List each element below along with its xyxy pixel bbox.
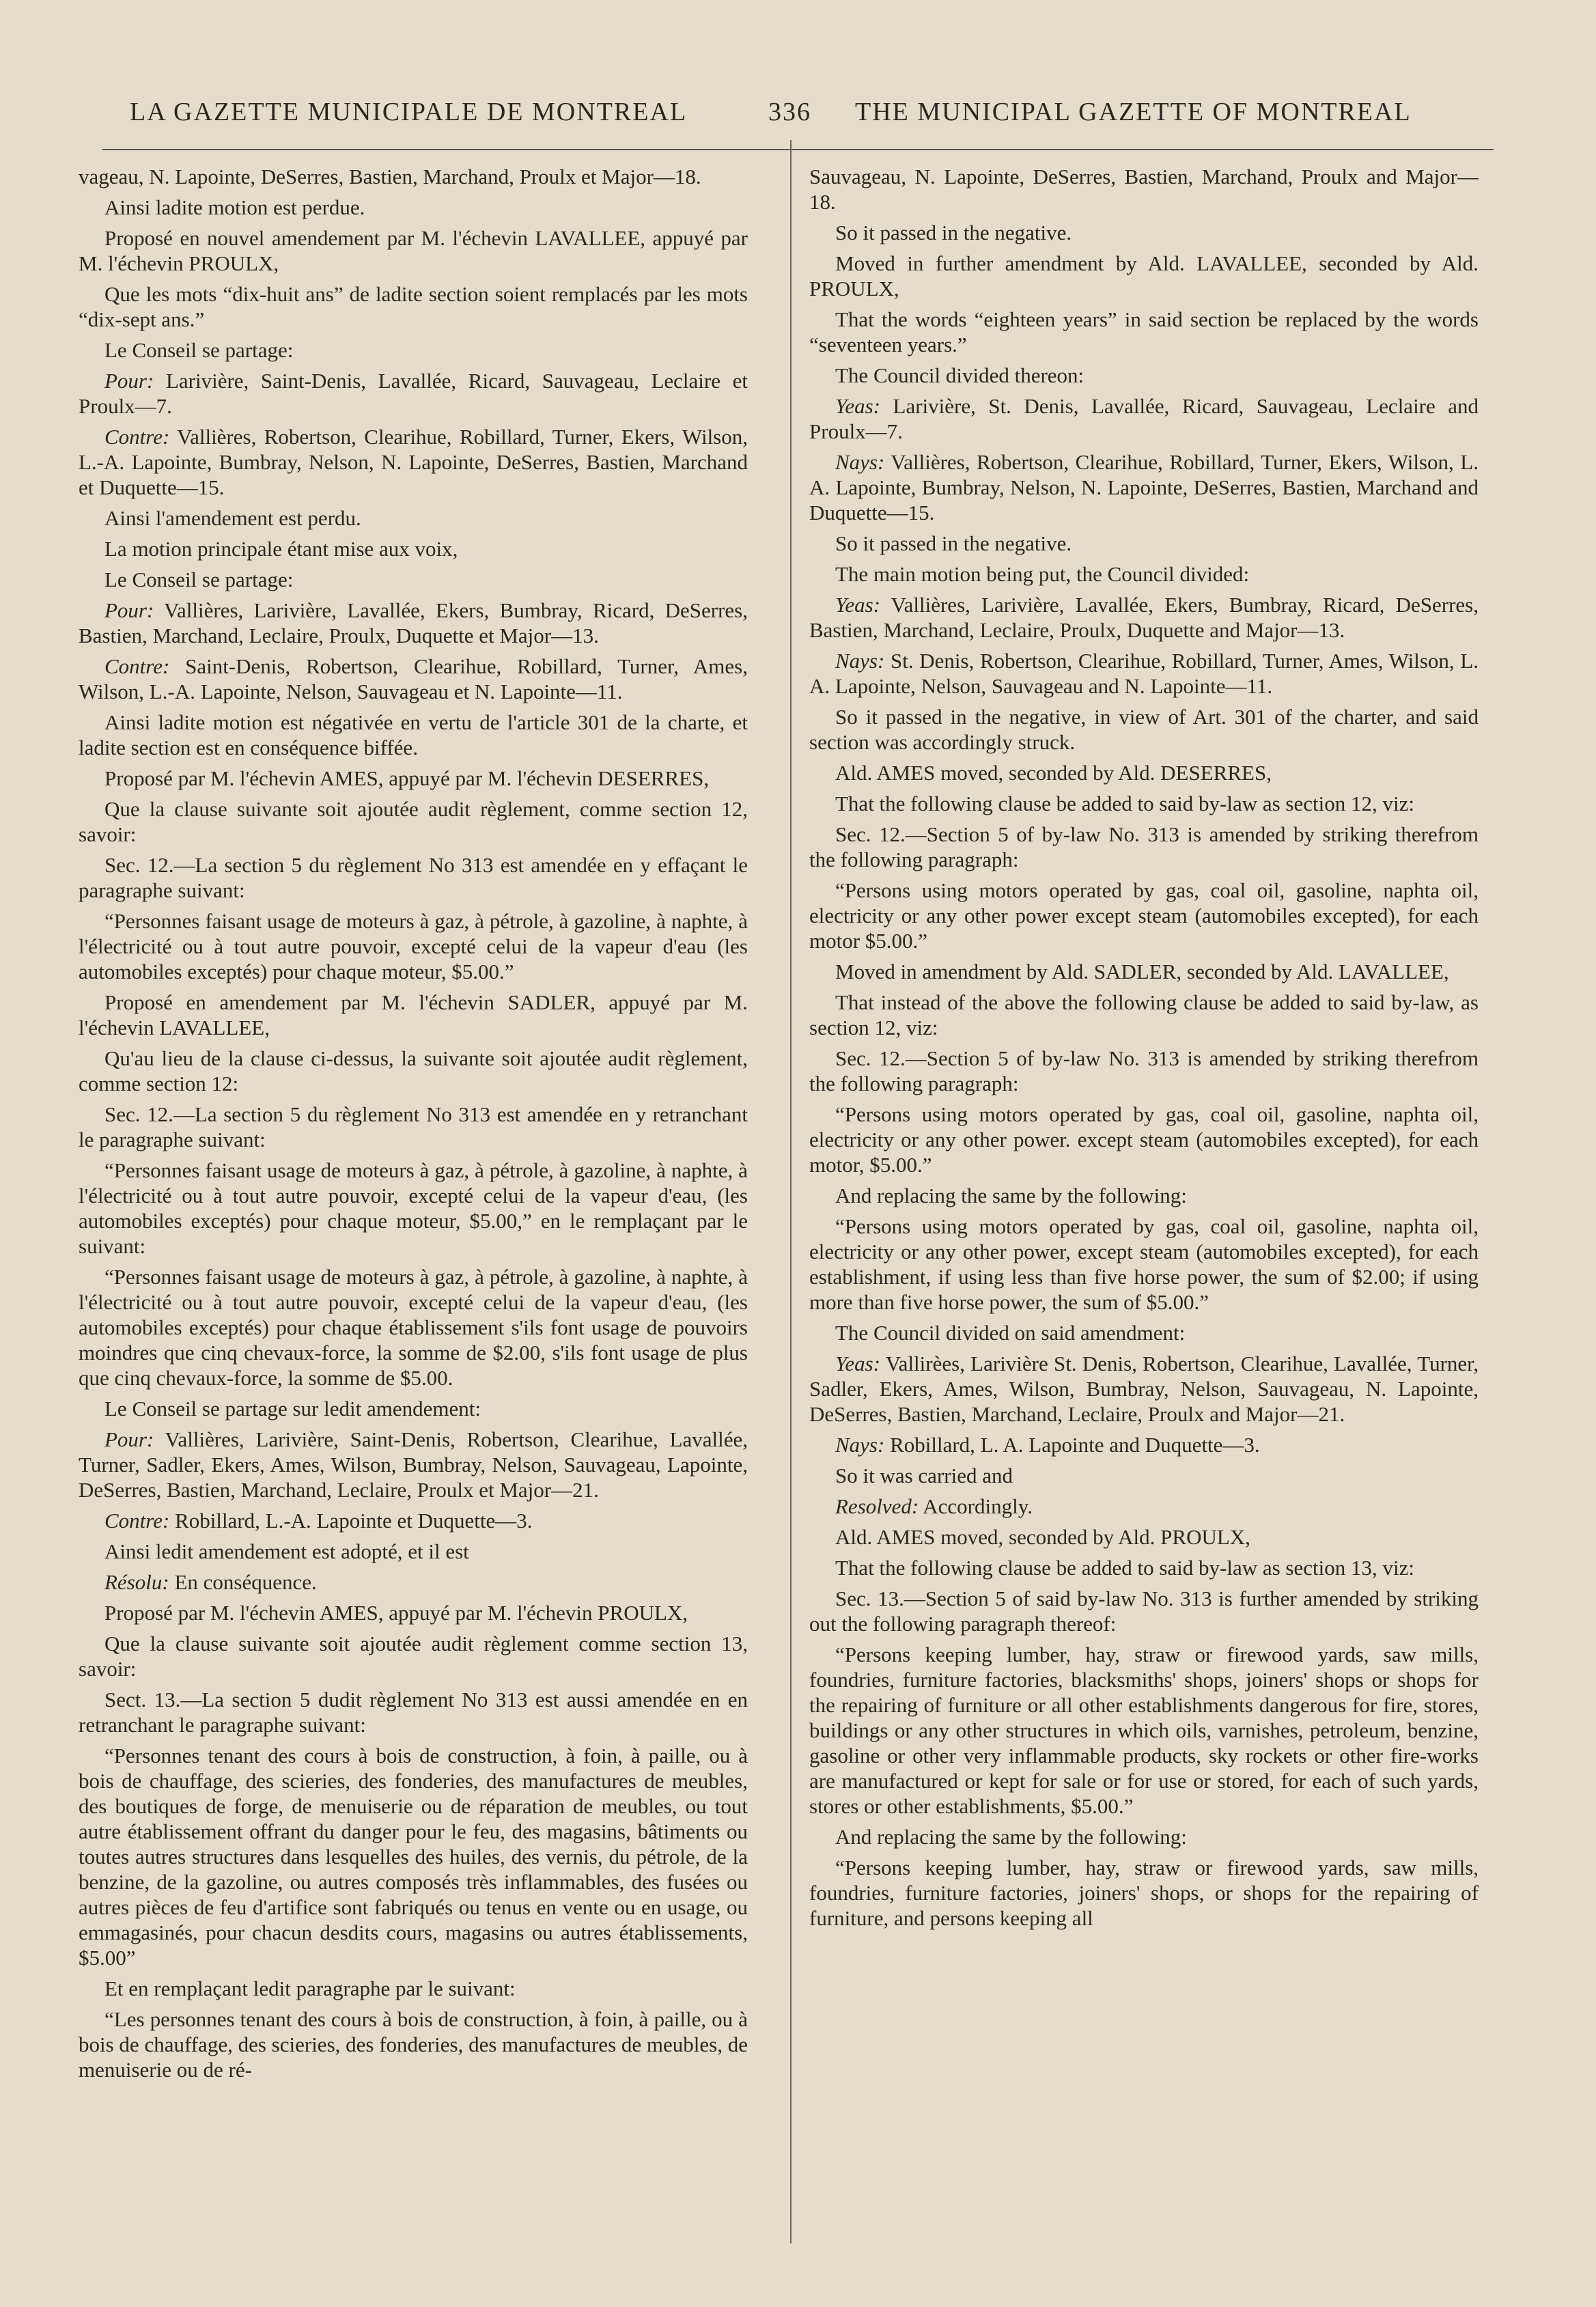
french-column (79, 164, 748, 2088)
paragraph-text: “Persons using motors operated by gas, coal oil, gasoline, naphta oil, electricity or any other power except steam (automobiles excepted), for each motor $5.00.” (809, 878, 1479, 953)
vote-label: Nays: (835, 649, 885, 673)
paragraph-text: That the words “eighteen years” in said section be replaced by the words “seventeen years.” (809, 307, 1479, 356)
paragraph (79, 1539, 748, 1564)
paragraph (809, 878, 1479, 953)
paragraph (79, 1102, 748, 1152)
paragraph (79, 1508, 748, 1533)
paragraph-text: Robillard, L.-A. Lapointe et Duquette—3. (169, 1509, 533, 1533)
paragraph-text: “Persons keeping lumber, hay, straw or firewood yards, saw mills, foundries, furniture factories, joiners' shops, or shops for the repairing of furniture, and persons keeping all (809, 1856, 1479, 1930)
paragraph-text: La motion principale étant mise aux voix, (104, 537, 458, 561)
paragraph-text: Le Conseil se partage: (104, 568, 294, 591)
paragraph-text: Le Conseil se partage: (104, 338, 294, 362)
paragraph-text: Ainsi ladite motion est négativée en vertu de l'article 301 de la charte, et ladite section est en conséquence biffée. (79, 710, 748, 759)
vote-label: Contre: (104, 654, 170, 678)
paragraph-text: Proposé en amendement par M. l'échevin SADLER, appuyé par M. l'échevin LAVALLEE, (79, 990, 748, 1039)
paragraph (79, 654, 748, 704)
paragraph-text: “Persons using motors operated by gas, coal oil, gasoline, naphta oil, electricity or any other power, except steam (automobiles excepted), for each establishment, if using less than five horse power, the sum of $2.00; if using more than five horse power, the sum of $5.00.” (809, 1214, 1479, 1314)
paragraph-text: Robillard, L. A. Lapointe and Duquette—3. (884, 1433, 1260, 1457)
paragraph-text: Sec. 12.—La section 5 du règlement No 313 est amendée en y effaçant le paragraphe suivant: (79, 853, 748, 902)
paragraph-text: Ainsi ladite motion est perdue. (104, 195, 365, 219)
paragraph (809, 1102, 1479, 1177)
paragraph (809, 592, 1479, 643)
paragraph-text: And replacing the same by the following: (835, 1825, 1187, 1849)
paragraph (809, 648, 1479, 699)
paragraph-text: Moved in amendment by Ald. SADLER, seconded by Ald. LAVALLEE, (835, 960, 1449, 983)
paragraph (79, 1427, 748, 1502)
vote-label: Pour: (104, 1427, 154, 1451)
paragraph-text: That the following clause be added to said by-law as section 13, viz: (835, 1556, 1414, 1580)
paragraph (79, 2007, 748, 2082)
paragraph-text: “Personnes faisant usage de moteurs à gaz, à pétrole, à gazoline, à naphte, à l'électricité ou à tout autre pouvoir, excepté celui de la vapeur d'eau, (les automobiles exceptés) pour chaque moteur, $5.00,” en le remplaçant par le suivant: (79, 1158, 748, 1258)
paragraph-text: Proposé par M. l'échevin AMES, appuyé par M. l'échevin DESERRES, (104, 766, 710, 790)
paragraph-text: “Les personnes tenant des cours à bois de construction, à foin, à paille, ou à bois de chauffage, des scieries, des fonderies, des manufactures de meubles, de menuiserie ou de ré- (79, 2007, 748, 2082)
paragraph (79, 195, 748, 220)
vote-label: Yeas: (835, 394, 881, 418)
paragraph-text: Vallières, Larivière, Saint-Denis, Robertson, Clearihue, Lavallée, Turner, Sadler, Ekers, Ames, Wilson, Bumbray, Nelson, Sauvageau, Lapointe, DeSerres, Bastien, Marchand, Leclaire, Proulx et Major—21. (79, 1427, 748, 1502)
paragraph-text: Sauvageau, N. Lapointe, DeSerres, Bastien, Marchand, Proulx and Major—18. (809, 165, 1479, 214)
paragraph (79, 990, 748, 1040)
paragraph-text: Sec. 12.—La section 5 du règlement No 313 est amendée en y retranchant le paragraphe suivant: (79, 1102, 748, 1151)
paragraph-text: Que la clause suivante soit ajoutée audit règlement, comme section 12, savoir: (79, 797, 748, 846)
paragraph (809, 990, 1479, 1040)
paragraph (809, 393, 1479, 444)
paragraph-text: That the following clause be added to said by-law as section 12, viz: (835, 792, 1414, 815)
paragraph-text: Ald. AMES moved, seconded by Ald. DESERRES, (835, 761, 1272, 785)
paragraph-text: Qu'au lieu de la clause ci-dessus, la suivante soit ajoutée audit règlement, comme section 12: (79, 1046, 748, 1095)
paragraph (79, 710, 748, 760)
paragraph-text: The main motion being put, the Council divided: (835, 562, 1250, 586)
paragraph-text: “Personnes faisant usage de moteurs à gaz, à pétrole, à gazoline, à naphte, à l'électricité ou à tout autre pouvoir, excepté celui de la vapeur d'eau, (les automobiles exceptés) pour chaque établissement s'ils font usage de pouvoirs moindres que cinq chevaux-force, la somme de $2.00, s'ils font usage de plus que cinq chevaux-force, la somme de $5.00. (79, 1265, 748, 1390)
vote-label: Pour: (104, 598, 154, 622)
paragraph (79, 1600, 748, 1625)
english-column (809, 164, 1479, 1936)
paragraph (809, 760, 1479, 785)
paragraph (79, 1976, 748, 2001)
paragraph (79, 1569, 748, 1595)
paragraph (809, 1432, 1479, 1457)
paragraph-text: Vallières, Larivière, Lavallée, Ekers, Bumbray, Ricard, DeSerres, Bastien, Marchand, Leclaire, Proulx, Duquette et Major—13. (79, 598, 748, 647)
paragraph-text: Proposé par M. l'échevin AMES, appuyé par M. l'échevin PROULX, (104, 1601, 688, 1625)
paragraph-text: Moved in further amendment by Ald. LAVALLEE, seconded by Ald. PROULX, (809, 251, 1479, 300)
paragraph (79, 1396, 748, 1421)
paragraph-text: Saint-Denis, Robertson, Clearihue, Robillard, Turner, Ames, Wilson, L.-A. Lapointe, Nelson, Sauvageau et N. Lapointe—11. (79, 654, 748, 703)
paragraph-text: Proposé en nouvel amendement par M. l'échevin LAVALLEE, appuyé par M. l'échevin PROULX, (79, 226, 748, 275)
paragraph (809, 561, 1479, 587)
paragraph (79, 505, 748, 531)
header-english-title: THE MUNICIPAL GAZETTE OF MONTREAL (855, 98, 1412, 126)
paragraph (809, 1855, 1479, 1931)
vote-label: Pour: (104, 369, 154, 393)
vote-label: Contre: (104, 1509, 170, 1533)
paragraph (809, 1642, 1479, 1819)
paragraph (809, 1463, 1479, 1488)
paragraph (79, 1264, 748, 1390)
column-divider (790, 140, 792, 2243)
vote-label: Yeas: (835, 593, 881, 617)
paragraph (79, 225, 748, 276)
paragraph (79, 1046, 748, 1096)
paragraph (809, 449, 1479, 525)
paragraph-text: And replacing the same by the following: (835, 1184, 1187, 1207)
header-french-title: LA GAZETTE MUNICIPALE DE MONTREAL (130, 98, 688, 126)
paragraph (79, 368, 748, 419)
paragraph (809, 531, 1479, 556)
paragraph-text: That instead of the above the following clause be added to said by-law, as section 12, viz: (809, 990, 1479, 1039)
paragraph-text: Et en remplaçant ledit paragraphe par le suivant: (104, 1976, 516, 2000)
paragraph (809, 959, 1479, 984)
paragraph (809, 164, 1479, 214)
paragraph-text: So it passed in the negative, in view of Art. 301 of the charter, and said section was accordingly struck. (809, 705, 1479, 754)
paragraph (79, 424, 748, 500)
vote-label: Resolved: (835, 1494, 919, 1518)
paragraph (809, 1046, 1479, 1096)
paragraph-text: Vallières, Larivière, Lavallée, Ekers, Bumbray, Ricard, DeSerres, Bastien, Marchand, Leclaire, Proulx, Duquette and Major—13. (809, 593, 1479, 642)
paragraph (809, 1824, 1479, 1849)
paragraph (809, 307, 1479, 357)
paragraph-text: So it passed in the negative. (835, 221, 1072, 244)
paragraph (79, 1158, 748, 1259)
paragraph-text: Ainsi l'amendement est perdu. (104, 506, 361, 530)
paragraph-text: Sect. 13.—La section 5 dudit règlement No 313 est aussi amendée en en retranchant le paragraphe suivant: (79, 1688, 748, 1737)
paragraph-text: “Personnes faisant usage de moteurs à gaz, à pétrole, à gazoline, à naphte, à l'électricité ou à tout autre pouvoir, excepté celui de la vapeur d'eau (les automobiles exceptés) pour chaque moteur, $5.00.” (79, 909, 748, 983)
paragraph (79, 598, 748, 648)
paragraph-text: So it passed in the negative. (835, 531, 1072, 555)
paragraph-text: Sec. 12.—Section 5 of by-law No. 313 is amended by striking therefrom the following paragraph: (809, 822, 1479, 871)
paragraph (809, 1524, 1479, 1550)
paragraph (809, 1586, 1479, 1636)
paragraph-text: St. Denis, Robertson, Clearihue, Robillard, Turner, Ames, Wilson, L. A. Lapointe, Nelson, Sauvageau and N. Lapointe—11. (809, 649, 1479, 698)
vote-label: Nays: (835, 450, 885, 474)
paragraph-text: vageau, N. Lapointe, DeSerres, Bastien, Marchand, Proulx et Major—18. (79, 165, 701, 188)
paragraph-text: Sec. 13.—Section 5 of said by-law No. 313 is further amended by striking out the following paragraph thereof: (809, 1586, 1479, 1636)
paragraph-text: Que les mots “dix-huit ans” de ladite section soient remplacés par les mots “dix-sept ans.” (79, 282, 748, 331)
paragraph (809, 1555, 1479, 1580)
paragraph-text: Le Conseil se partage sur ledit amendement: (104, 1397, 481, 1421)
paragraph (809, 251, 1479, 301)
paragraph-text: Accordingly. (919, 1494, 1033, 1518)
paragraph (79, 337, 748, 363)
paragraph (809, 1320, 1479, 1345)
paragraph (809, 1351, 1479, 1427)
paragraph (79, 281, 748, 332)
page-header (102, 87, 1494, 142)
paragraph-text: “Personnes tenant des cours à bois de construction, à foin, à paille, ou à bois de chauffage, des scieries, des fonderies, des manufactures de meubles, des boutiques de forge, de menuiserie ou de réparation de meubles, ou tout autre établissement offrant du danger pour le feu, des magasins, bâtiments ou toutes autres structures dans lesquelles des huiles, des vernis, du pétrole, de la benzine, de la gazoline, ou autres composés très inflammables, des fusées ou autres pièces de feu d'artifice sont fabriqués ou tenus en vente ou en usage, ou emmagasinés, pour chacun desdits cours, magasins ou autres établissements, $5.00” (79, 1744, 748, 1970)
paragraph-text: Que la clause suivante soit ajoutée audit règlement comme section 13, savoir: (79, 1632, 748, 1681)
paragraph-text: Vallirèes, Larivière St. Denis, Robertson, Clearihue, Lavallée, Turner, Sadler, Ekers, Ames, Wilson, Bumbray, Nelson, Sauvageau, N. Lapointe, DeSerres, Bastien, Marchand, Leclaire, Proulx and Major—21. (809, 1352, 1479, 1426)
paragraph-text: Larivière, Saint-Denis, Lavallée, Ricard, Sauvageau, Leclaire et Proulx—7. (79, 369, 748, 418)
paragraph (79, 164, 748, 189)
paragraph-text: The Council divided on said amendment: (835, 1321, 1186, 1345)
paragraph-text: The Council divided thereon: (835, 363, 1084, 387)
paragraph-text: Vallières, Robertson, Clearihue, Robillard, Turner, Ekers, Wilson, L.-A. Lapointe, Bumbray, Nelson, N. Lapointe, DeSerres, Bastien, Marchand et Duquette—15. (79, 425, 748, 499)
paragraph-text: “Persons using motors operated by gas, coal oil, gasoline, naphta oil, electricity or any other power. except steam (automobiles excepted), for each motor, $5.00.” (809, 1102, 1479, 1177)
paragraph-text: Larivière, St. Denis, Lavallée, Ricard, Sauvageau, Leclaire and Proulx—7. (809, 394, 1479, 443)
paragraph (809, 704, 1479, 755)
paragraph (79, 908, 748, 984)
paragraph-text: Ald. AMES moved, seconded by Ald. PROULX, (835, 1525, 1250, 1549)
paragraph (79, 1631, 748, 1681)
vote-label: Yeas: (835, 1352, 881, 1375)
paragraph (79, 1743, 748, 1970)
paragraph-text: Sec. 12.—Section 5 of by-law No. 313 is amended by striking therefrom the following paragraph: (809, 1046, 1479, 1095)
paragraph (809, 220, 1479, 245)
paragraph-text: So it was carried and (835, 1464, 1013, 1487)
paragraph (79, 766, 748, 791)
paragraph-text: En conséquence. (169, 1570, 317, 1594)
paragraph-text: “Persons keeping lumber, hay, straw or firewood yards, saw mills, foundries, furniture factories, blacksmiths' shops, joiners' shops or shops for the repairing of furniture or all other establishments dangerous for fire, stores, buildings or any other structures in which oils, varnishes, petroleum, benzine, gasoline or other very inflammable products, sky rockets or other fire-works are manufactured or kept for sale or for use or stored, for each of such yards, stores or other establishments, $5.00.” (809, 1642, 1479, 1818)
paragraph (809, 1214, 1479, 1315)
paragraph-text: Vallières, Robertson, Clearihue, Robillard, Turner, Ekers, Wilson, L. A. Lapointe, Bumbray, Nelson, N. Lapointe, DeSerres, Bastien, Marchand and Duquette—15. (809, 450, 1479, 525)
vote-label: Contre: (104, 425, 170, 449)
paragraph (79, 852, 748, 903)
paragraph (79, 567, 748, 592)
paragraph (809, 363, 1479, 388)
paragraph (79, 796, 748, 847)
paragraph (809, 1494, 1479, 1519)
paragraph (79, 536, 748, 561)
paragraph (809, 1183, 1479, 1208)
paragraph (809, 822, 1479, 872)
paragraph-text: Ainsi ledit amendement est adopté, et il est (104, 1539, 469, 1563)
paragraph (79, 1687, 748, 1737)
vote-label: Résolu: (104, 1570, 169, 1594)
page-number: 336 (768, 98, 811, 126)
paragraph (809, 791, 1479, 816)
vote-label: Nays: (835, 1433, 885, 1457)
header-rule (102, 149, 1494, 150)
